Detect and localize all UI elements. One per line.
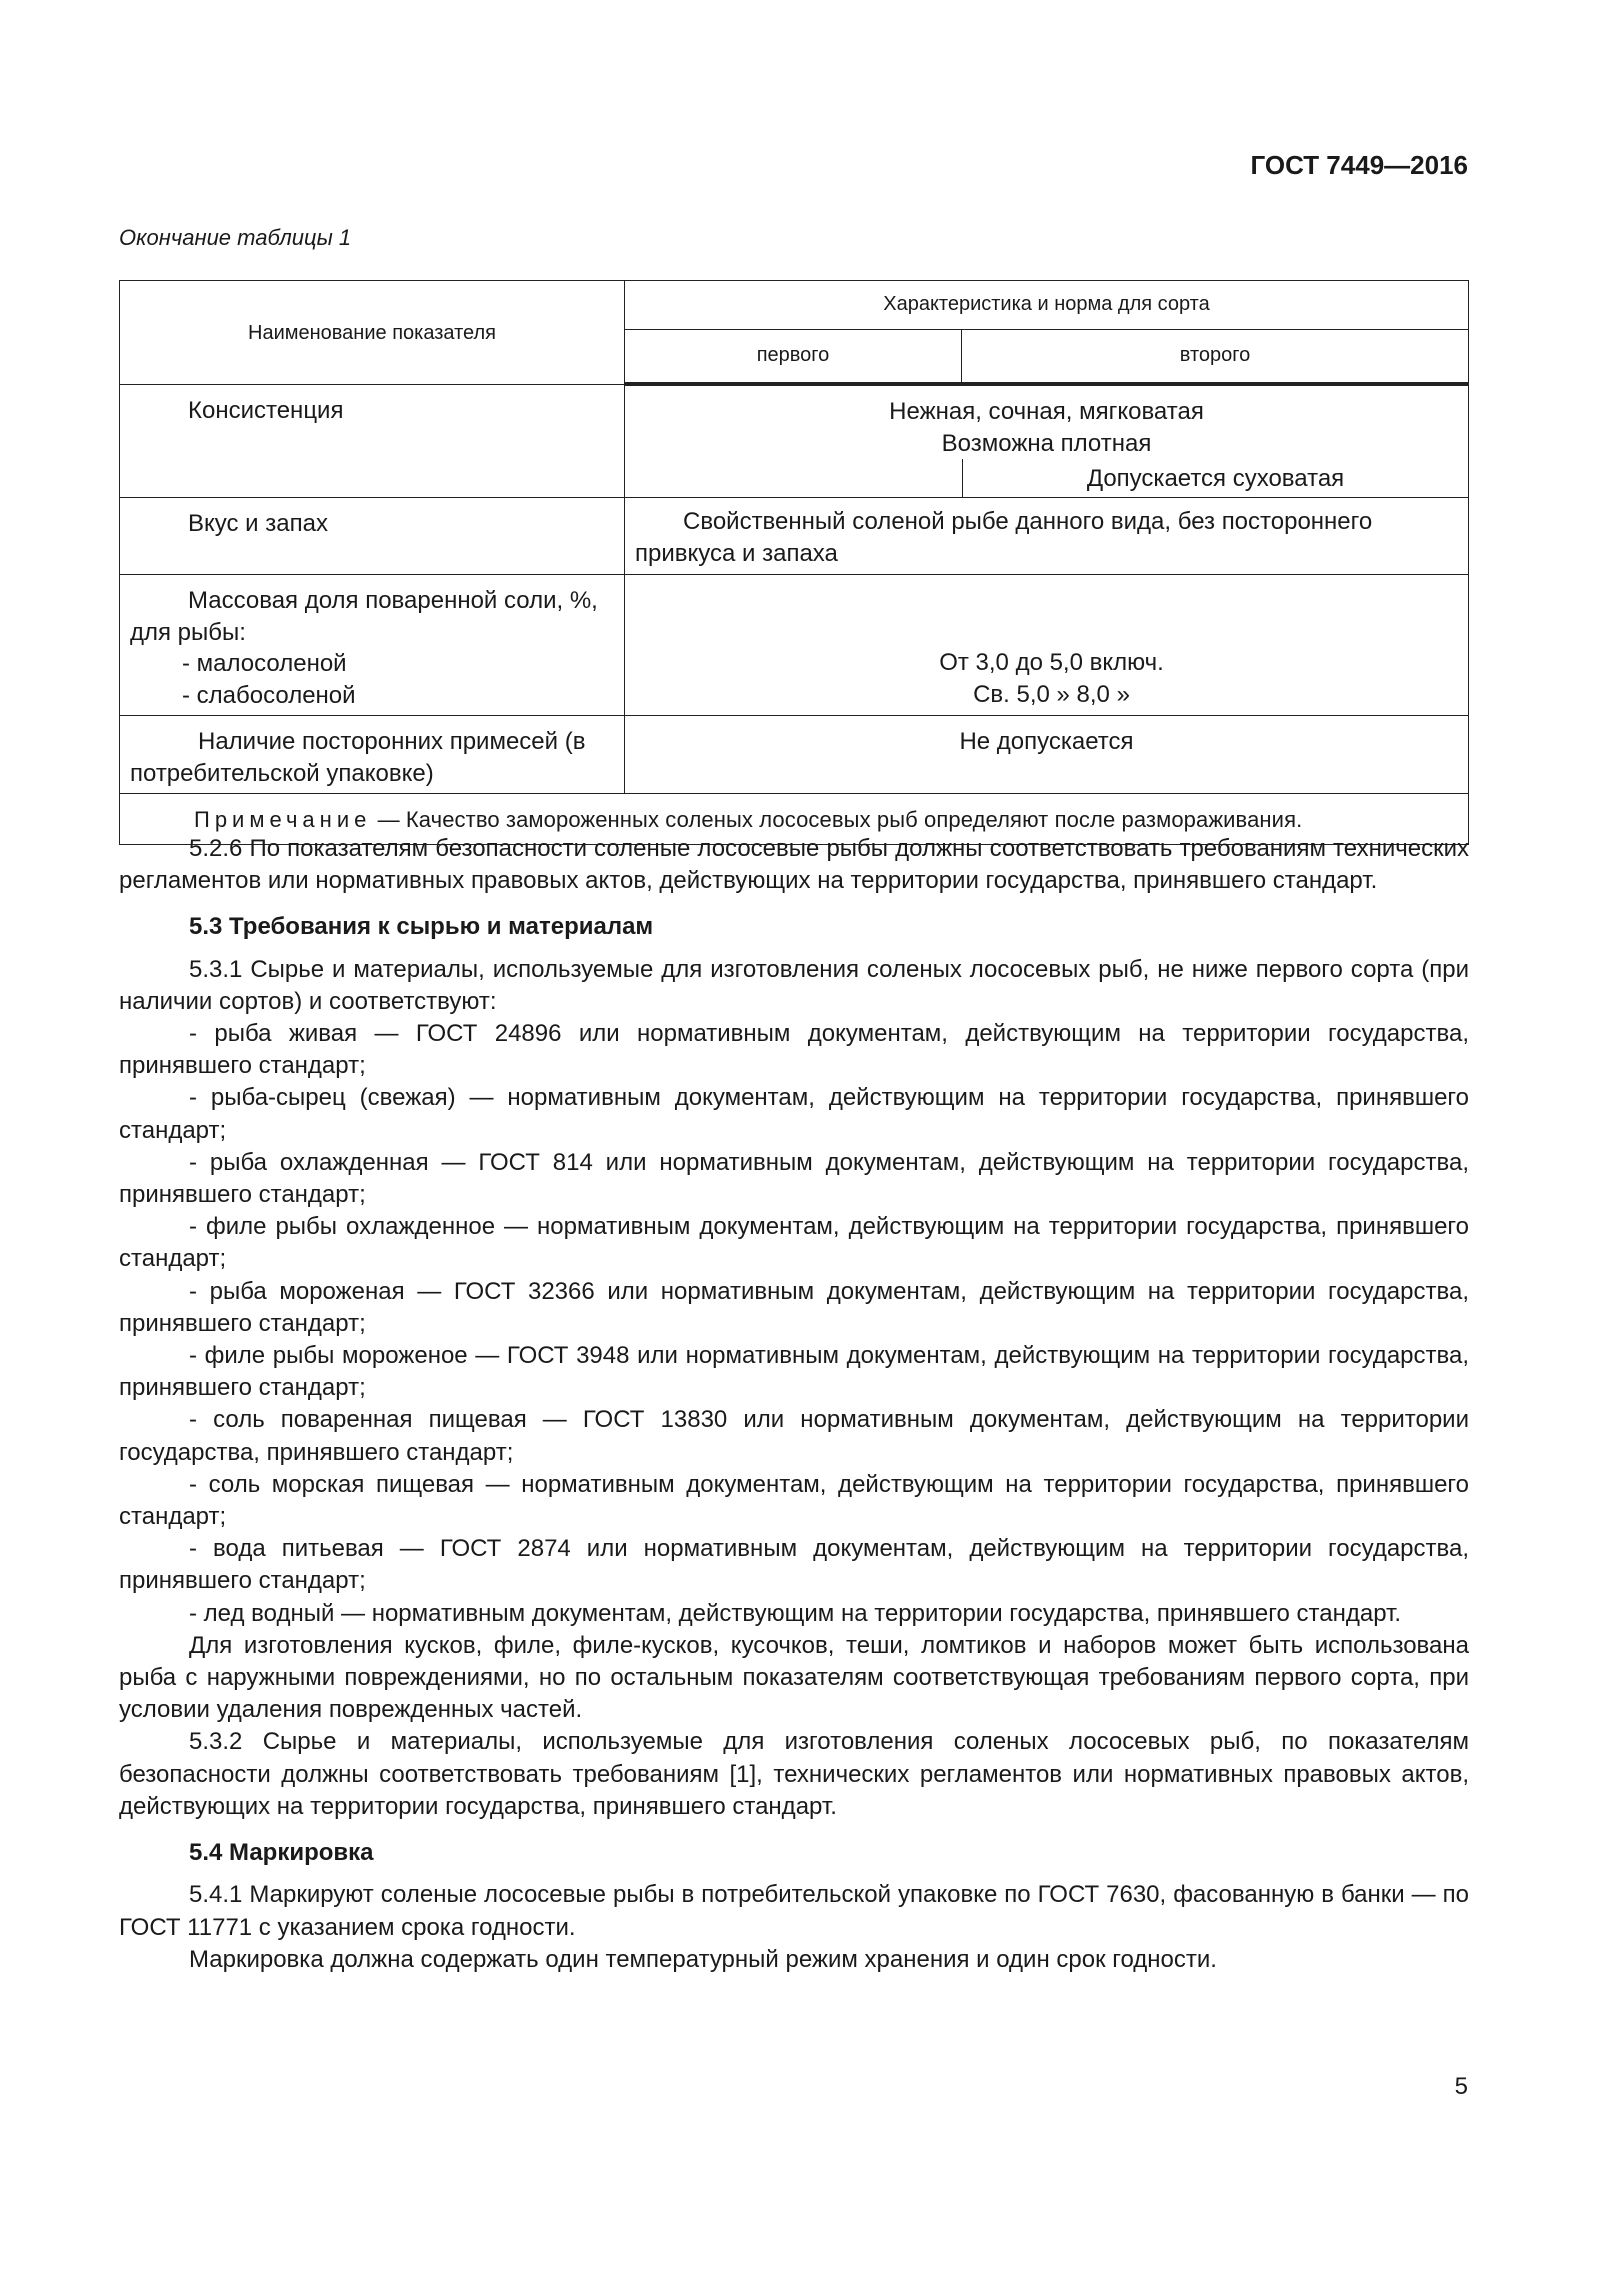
table-caption: Окончание таблицы 1 (119, 225, 352, 250)
list-item: - рыба охлажденная — ГОСТ 814 или нормативным документам, действующим на территории государства, принявшего стандарт; (119, 1148, 1469, 1209)
list-item: - вода питьевая — ГОСТ 2874 или нормативным документам, действующим на территории государства, принявшего стандарт; (119, 1535, 1469, 1595)
row-value: Нежная, сочная, мягковатая (889, 398, 1204, 425)
header-grade-second: второго (962, 330, 1469, 385)
paragraph-5-3-2: 5.3.2 Сырье и материалы, используемые для изготовления соленых лососевых рыб, по показателям безопасности должны соответствовать требованиям [1], технических регламентов или нормативных правовых актов, действующих на территории государства, принявшего стандарт. (119, 1728, 1469, 1820)
note-text: — Качество замороженных соленых лососевых рыб определяют после размораживания. (377, 807, 1303, 832)
list-item: - рыба мороженая — ГОСТ 32366 или нормативным документам, действующим на территории государства, принявшего стандарт; (119, 1277, 1469, 1337)
table-row (120, 384, 1469, 498)
paragraph-marking: Маркировка должна содержать один температурный режим хранения и один срок годности. (189, 1945, 1217, 1973)
paragraph-5-2-6: 5.2.6 По показателям безопасности соленые лососевые рыбы должны соответствовать требованиям технических регламентов или нормативных правовых актов, действующих на территории государства, принявшего стандарт. (119, 835, 1469, 895)
section-heading-5-4: 5.4 Маркировка (189, 1839, 374, 1867)
list-item: - рыба живая — ГОСТ 24896 или нормативным документам, действующим на территории государства, принявшего стандарт; (119, 1020, 1469, 1080)
table-row (120, 575, 1469, 716)
row-value: От 3,0 до 5,0 включ. (939, 649, 1164, 676)
header-grade-first: первого (625, 330, 962, 385)
row-value: Не допускается (625, 716, 1469, 794)
list-item: - соль поваренная пищевая — ГОСТ 13830 или нормативным документам, действующим на территории государства, принявшего стандарт; (119, 1406, 1469, 1466)
row-name: Вкус и запах (188, 510, 328, 537)
row-value-second: Допускается суховатая (1086, 465, 1345, 492)
paragraph-5-3-1: 5.3.1 Сырье и материалы, используемые для изготовления соленых лососевых рыб, не ниже первого сорта (при наличии сортов) и соответствуют: (119, 955, 1469, 1015)
row-name: Консистенция (188, 396, 344, 424)
quality-table (119, 280, 1469, 845)
header-characteristic: Характеристика и норма для сорта (625, 281, 1469, 330)
row-name: - слабосоленой (182, 681, 356, 709)
list-item: - филе рыбы мороженое — ГОСТ 3948 или нормативным документам, действующим на территории государства, принявшего стандарт; (119, 1342, 1469, 1402)
row-name: для рыбы: (130, 618, 246, 646)
row-value: привкуса и запаха (635, 539, 838, 567)
list-item: - рыба-сырец (свежая) — нормативным документам, действующим на территории государства, принявшего стандарт; (119, 1084, 1469, 1144)
page-number: 5 (1454, 2073, 1468, 2100)
row-value: Св. 5,0 » 8,0 » (973, 680, 1130, 708)
standard-designation: ГОСТ 7449—2016 (1250, 150, 1468, 180)
document-body (119, 833, 1469, 1976)
row-name: потребительской упаковке) (130, 759, 434, 787)
list-item: - соль морская пищевая — нормативным документам, действующим на территории государства, принявшего стандарт; (119, 1470, 1469, 1531)
row-name: Наличие посторонних примесей (в (198, 728, 586, 755)
header-indicator-name: Наименование показателя (120, 281, 625, 385)
note-label: Примечание (194, 807, 372, 832)
list-item: - филе рыбы охлажденное — нормативным документам, действующим на территории государства, принявшего стандарт; (119, 1213, 1469, 1273)
list-item: - лед водный — нормативным документам, действующим на территории государства, принявшего стандарт. (189, 1599, 1402, 1627)
row-name: - малосоленой (182, 650, 347, 677)
paragraph-5-4-1: 5.4.1 Маркируют соленые лососевые рыбы в потребительской упаковке по ГОСТ 7630, фасованную в банки — по ГОСТ 11771 с указанием срока годности. (119, 1881, 1469, 1941)
table-row (120, 498, 1469, 575)
table-row (120, 716, 1469, 794)
row-name: Массовая доля поваренной соли, %, (188, 587, 598, 614)
row-value: Возможна плотная (941, 429, 1152, 457)
row-value: Свойственный соленой рыбе данного вида, без постороннего (683, 508, 1373, 535)
paragraph-pieces: Для изготовления кусков, филе, филе-кусков, кусочков, теши, ломтиков и наборов может быть использована рыба с наружными повреждениями, но по остальным показателям соответствующая требованиям первого сорта, при условии удаления поврежденных частей. (119, 1631, 1469, 1724)
section-heading-5-3: 5.3 Требования к сырью и материалам (189, 913, 654, 941)
